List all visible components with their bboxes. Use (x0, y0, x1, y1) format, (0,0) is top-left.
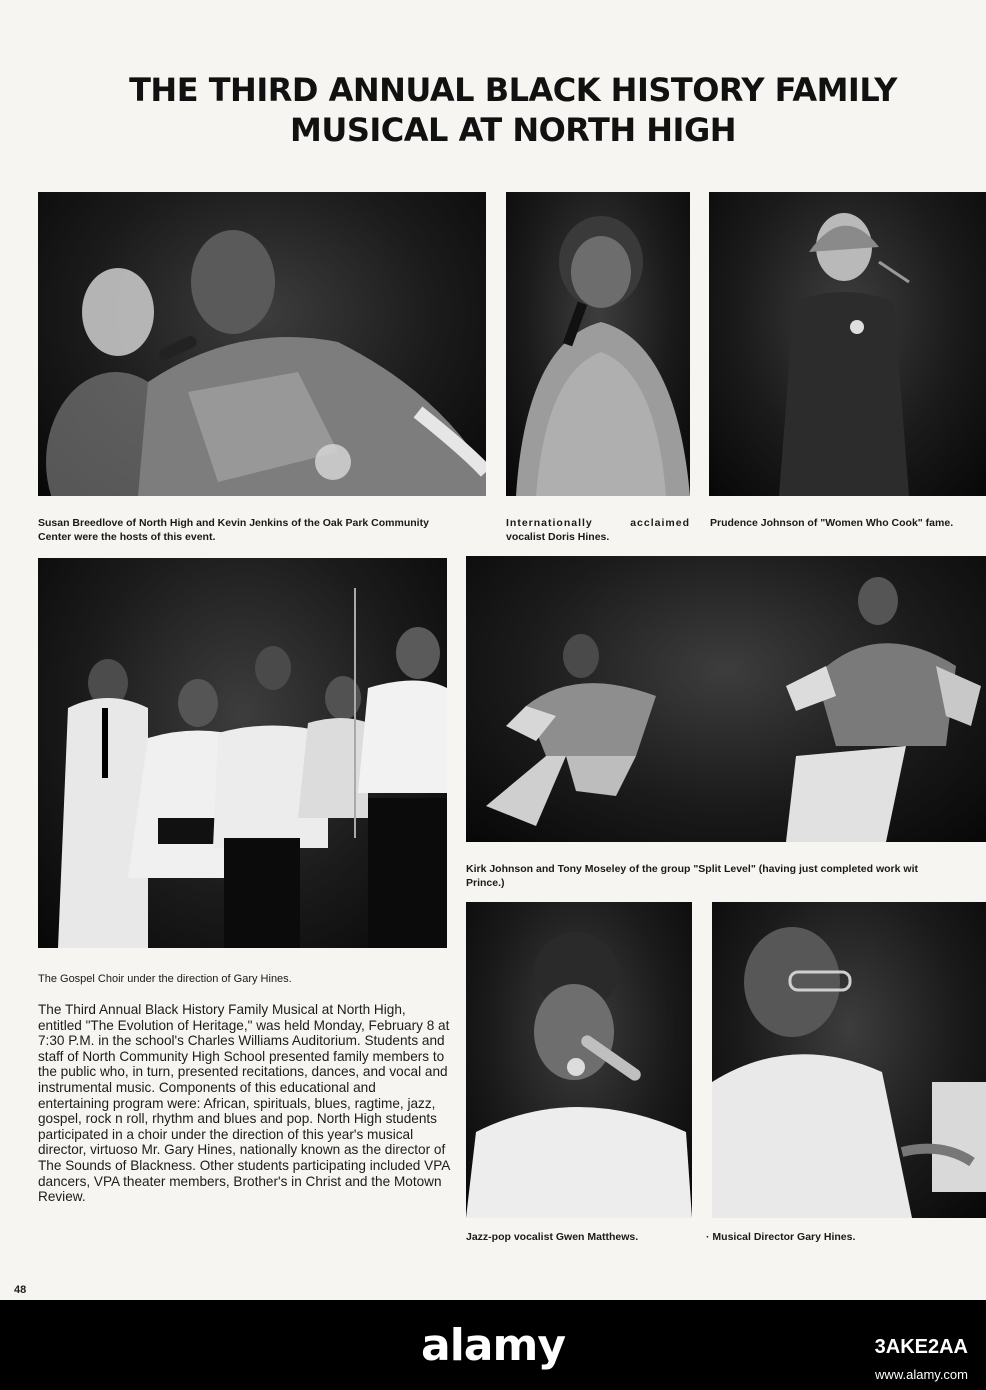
watermark-url: www.alamy.com (875, 1367, 968, 1382)
title-line-1: THE THIRD ANNUAL BLACK HISTORY FAMILY (129, 71, 897, 109)
page-title (40, 70, 986, 150)
photo-gary-hines (712, 902, 986, 1218)
caption-doris-hines: Internationally acclaimed vocalist Doris Hines. (506, 517, 690, 543)
alamy-logo: alamy (421, 1319, 565, 1371)
caption-gwen-matthews: Jazz-pop vocalist Gwen Matthews. (466, 1231, 639, 1243)
title-line-2: MUSICAL AT NORTH HIGH (290, 111, 736, 149)
watermark-logo (0, 1300, 986, 1390)
photo-gwen-matthews (466, 902, 692, 1218)
article-body: The Third Annual Black History Family Musical at North High, entitled "The Evolution of Heritage," was held Monday, February 8 at 7:30 P.M. in the school's Charles Williams Auditorium. Students and staff of North Community High School presented family members to the public who, in turn, presented recitations, dances, and vocal and instrumental music. Components of this educational and entertaining program were: African, spirituals, blues, ragtime, jazz, gospel, rock n roll, rhythm and blues and pop. North High students participated in a choir under the direction of this year's musical director, virtuoso Mr. Gary Hines, nationally known as the director of The Sounds of Blackness. Other students participating included VPA dancers, VPA theater members, Brother's in Christ and the Motown Review. (38, 1002, 450, 1205)
photo-doris-hines (506, 192, 690, 496)
caption-gary-hines: · Musical Director Gary Hines. (706, 1231, 856, 1243)
photo-hosts (38, 192, 486, 496)
caption-gospel-choir: The Gospel Choir under the direction of Gary Hines. (38, 973, 292, 985)
watermark-image-id: 3AKE2AA (874, 1336, 968, 1358)
photo-split-level-dancers (466, 556, 986, 842)
caption-hosts: Susan Breedlove of North High and Kevin Jenkins of the Oak Park Community Center were the hosts of this event. (38, 517, 429, 543)
photo-gospel-choir (38, 558, 447, 948)
caption-split-level-dancers: Kirk Johnson and Tony Moseley of the group "Split Level" (having just completed work wit Prince.) (466, 863, 918, 889)
caption-prudence-johnson: Prudence Johnson of "Women Who Cook" fame. (710, 517, 954, 529)
page-number: 48 (14, 1284, 27, 1296)
photo-prudence-johnson (709, 192, 986, 496)
